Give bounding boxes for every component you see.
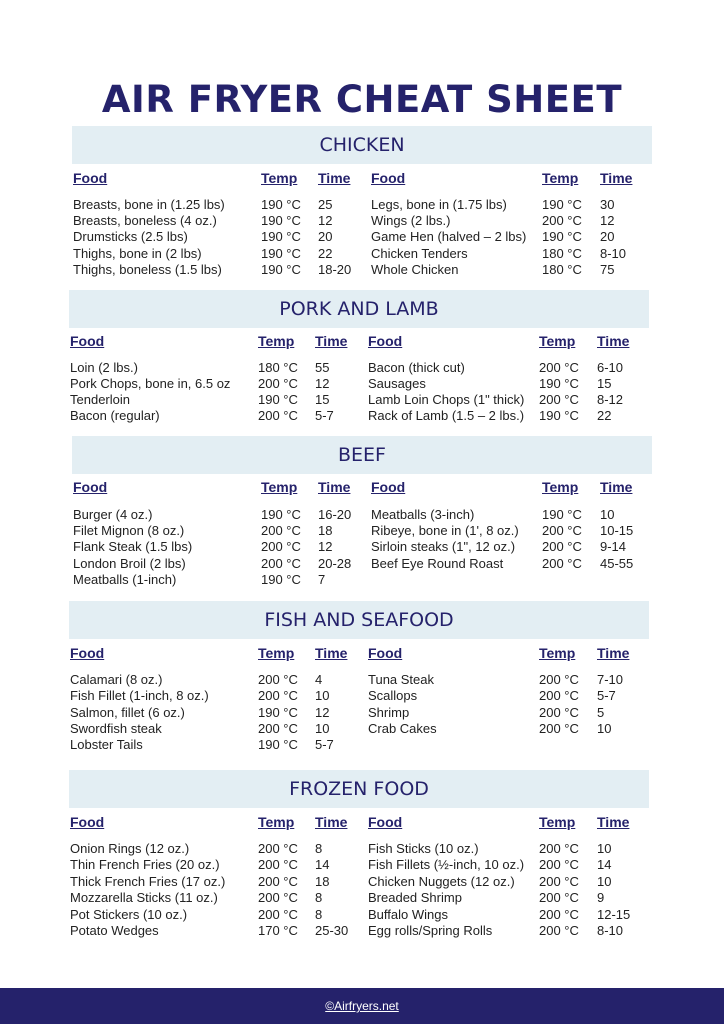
food-header: Food [368,333,403,349]
time-value: 8 [315,890,323,906]
food-name: Beef Eye Round Roast [371,555,504,571]
time-value: 10 [597,720,612,736]
temp-value: 190 °C [539,408,579,423]
temp-header: Temp [258,333,295,349]
temp-value: 190 °C [258,737,298,753]
time-value: 12 [600,213,615,229]
section-title: FISH AND SEAFOOD [69,601,649,639]
food-name: Egg rolls/Spring Rolls [368,923,493,938]
time-value: 8-10 [600,245,627,261]
time-value: 10 [600,507,615,522]
food-name: Pot Stickers (10 oz.) [70,906,188,922]
food-header: Food [70,814,105,830]
time-value: 8 [315,841,323,856]
temp-value: 190 °C [542,229,582,245]
food-name: Thick French Fries (17 oz.) [70,873,226,889]
food-name: Fish Fillet (1-inch, 8 oz.) [70,688,209,704]
food-name: Onion Rings (12 oz.) [70,841,190,856]
food-name: Wings (2 lbs.) [371,213,451,229]
section-title: CHICKEN [72,126,652,164]
page-title: AIR FRYER CHEAT SHEET [101,78,623,121]
food-name: Meatballs (3-inch) [371,507,475,522]
food-header: Food [371,170,406,186]
temp-value: 200 °C [539,720,579,736]
time-value: 5-7 [597,688,616,704]
temp-value: 190 °C [261,213,301,229]
temp-value: 200 °C [542,539,582,555]
time-value: 5-7 [315,737,334,753]
food-name: Tenderloin [70,392,130,407]
food-name: Sirloin steaks (1", 12 oz.) [371,539,516,555]
section-title: BEEF [72,436,652,474]
temp-value: 190 °C [261,245,301,261]
temp-header: Temp [539,814,576,830]
time-value: 4 [315,672,323,687]
time-value: 15 [597,376,612,391]
time-value: 5-7 [315,408,334,423]
temp-value: 200 °C [539,923,579,938]
food-name: Bacon (thick cut) [368,360,465,375]
temp-value: 200 °C [539,857,579,873]
time-header: Time [315,645,348,661]
temp-value: 190 °C [542,197,582,212]
time-value: 10 [597,873,612,889]
section-title: FROZEN FOOD [69,770,649,808]
time-header: Time [315,333,348,349]
time-header: Time [597,333,630,349]
temp-value: 200 °C [258,890,298,906]
food-name: Filet Mignon (8 oz.) [73,523,185,539]
time-value: 25-30 [315,923,349,938]
footer [0,988,724,1024]
time-value: 30 [600,197,615,212]
temp-header: Temp [539,645,576,661]
food-name: Calamari (8 oz.) [70,672,163,687]
food-name: Drumsticks (2.5 lbs) [73,229,188,245]
temp-header: Temp [542,479,579,495]
temp-value: 200 °C [539,841,579,856]
temp-value: 200 °C [542,523,582,539]
food-name: Meatballs (1-inch) [73,571,177,587]
time-value: 20 [318,229,333,245]
food-name: Shrimp [368,704,410,720]
temp-value: 200 °C [258,408,298,423]
food-header: Food [73,479,108,495]
time-header: Time [315,814,348,830]
time-value: 7 [318,571,326,587]
temp-value: 200 °C [539,672,579,687]
temp-value: 200 °C [258,720,298,736]
time-value: 20 [600,229,615,245]
time-value: 10 [597,841,612,856]
time-value: 14 [315,857,330,873]
food-name: Flank Steak (1.5 lbs) [73,539,193,555]
temp-value: 180 °C [258,360,298,375]
food-name: Buffalo Wings [368,906,448,922]
time-value: 10-15 [600,523,634,539]
time-header: Time [597,814,630,830]
temp-header: Temp [258,645,295,661]
food-name: Swordfish steak [70,720,162,736]
food-name: Breaded Shrimp [368,890,462,906]
time-value: 12 [318,213,333,229]
food-header: Food [371,479,406,495]
food-name: Lamb Loin Chops (1" thick) [368,392,525,407]
temp-value: 190 °C [261,229,301,245]
food-name: Game Hen (halved – 2 lbs) [371,229,527,245]
time-value: 22 [597,408,612,423]
temp-header: Temp [542,170,579,186]
food-name: Mozzarella Sticks (11 oz.) [70,890,218,906]
time-value: 20-28 [318,555,352,571]
food-name: Pork Chops, bone in, 6.5 oz [70,376,231,391]
temp-value: 200 °C [258,672,298,687]
time-value: 18-20 [318,261,352,277]
temp-value: 200 °C [261,555,301,571]
temp-value: 190 °C [261,197,301,212]
food-name: Rack of Lamb (1.5 – 2 lbs.) [368,408,525,423]
time-value: 12-15 [597,906,631,922]
food-name: Whole Chicken [371,261,459,277]
time-header: Time [318,170,351,186]
temp-value: 200 °C [258,857,298,873]
food-name: Sausages [368,376,426,391]
time-value: 55 [315,360,330,375]
temp-value: 200 °C [261,523,301,539]
time-header: Time [600,479,633,495]
temp-header: Temp [539,333,576,349]
temp-value: 200 °C [539,688,579,704]
food-name: Scallops [368,688,418,704]
temp-value: 200 °C [539,906,579,922]
time-value: 8-12 [597,392,624,407]
food-name: Loin (2 lbs.) [70,360,138,375]
time-value: 9 [597,890,605,906]
temp-value: 200 °C [258,376,298,391]
temp-value: 200 °C [258,906,298,922]
temp-value: 190 °C [258,704,298,720]
food-name: Fish Sticks (10 oz.) [368,841,479,856]
food-header: Food [368,645,403,661]
time-value: 15 [315,392,330,407]
temp-header: Temp [261,170,298,186]
time-value: 16-20 [318,507,352,522]
temp-value: 200 °C [539,890,579,906]
temp-value: 200 °C [539,392,579,407]
temp-header: Temp [261,479,298,495]
food-name: Bacon (regular) [70,408,160,423]
time-value: 10 [315,720,330,736]
food-name: Breasts, bone in (1.25 lbs) [73,197,225,212]
temp-value: 200 °C [539,360,579,375]
temp-value: 190 °C [261,507,301,522]
food-name: Chicken Nuggets (12 oz.) [368,873,515,889]
temp-value: 200 °C [258,841,298,856]
food-header: Food [70,645,105,661]
footer-link[interactable]: ©Airfryers.net [325,999,399,1013]
time-value: 5 [597,704,605,720]
food-name: Legs, bone in (1.75 lbs) [371,197,507,212]
time-value: 9-14 [600,539,627,555]
food-name: Thighs, boneless (1.5 lbs) [73,261,222,277]
temp-value: 200 °C [261,539,301,555]
section-title: PORK AND LAMB [69,290,649,328]
temp-header: Temp [258,814,295,830]
time-value: 10 [315,688,330,704]
temp-value: 190 °C [261,571,301,587]
temp-value: 180 °C [542,261,582,277]
temp-value: 200 °C [542,213,582,229]
time-value: 12 [315,704,330,720]
food-name: Lobster Tails [70,737,143,753]
temp-value: 200 °C [542,555,582,571]
food-name: Tuna Steak [368,672,435,687]
time-value: 6-10 [597,360,624,375]
food-name: Potato Wedges [70,923,159,938]
time-header: Time [600,170,633,186]
time-value: 8-10 [597,923,624,938]
temp-value: 190 °C [539,376,579,391]
food-name: Ribeye, bone in (1', 8 oz.) [371,523,519,539]
time-value: 25 [318,197,333,212]
time-value: 45-55 [600,555,634,571]
food-name: London Broil (2 lbs) [73,555,186,571]
food-name: Thighs, bone in (2 lbs) [73,245,202,261]
temp-value: 200 °C [539,704,579,720]
time-value: 7-10 [597,672,624,687]
food-name: Fish Fillets (½-inch, 10 oz.) [368,857,525,873]
time-value: 18 [318,523,333,539]
food-header: Food [73,170,108,186]
time-value: 22 [318,245,333,261]
food-name: Crab Cakes [368,720,437,736]
food-header: Food [368,814,403,830]
time-value: 18 [315,873,330,889]
time-header: Time [318,479,351,495]
temp-value: 200 °C [258,873,298,889]
temp-value: 180 °C [542,245,582,261]
temp-value: 190 °C [261,261,301,277]
temp-value: 170 °C [258,923,298,938]
food-name: Burger (4 oz.) [73,507,153,522]
temp-value: 190 °C [258,392,298,407]
time-value: 14 [597,857,612,873]
food-name: Thin French Fries (20 oz.) [70,857,220,873]
time-value: 12 [315,376,330,391]
temp-value: 200 °C [539,873,579,889]
time-value: 12 [318,539,333,555]
food-name: Chicken Tenders [371,245,468,261]
food-name: Breasts, boneless (4 oz.) [73,213,217,229]
time-value: 8 [315,906,323,922]
temp-value: 200 °C [258,688,298,704]
time-header: Time [597,645,630,661]
food-header: Food [70,333,105,349]
food-name: Salmon, fillet (6 oz.) [70,704,185,720]
temp-value: 190 °C [542,507,582,522]
time-value: 75 [600,261,615,277]
